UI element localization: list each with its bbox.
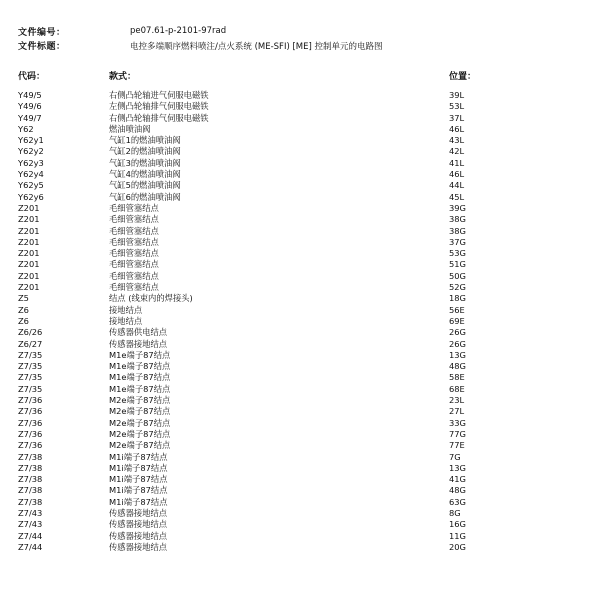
row-description: 气缸5的燃油喷油阀 — [109, 180, 181, 191]
row-description: M1i端子87结点 — [109, 462, 168, 473]
row-position: 77G — [449, 428, 466, 439]
row-position: 38G — [449, 225, 466, 236]
row-code: Z7/43 — [18, 507, 43, 518]
row-position: 48G — [449, 361, 466, 372]
row-code: Z201 — [18, 248, 40, 259]
row-code: Z7/43 — [18, 519, 43, 530]
row-code: Y62y6 — [18, 191, 44, 202]
row-code: Z6/26 — [18, 327, 43, 338]
row-position: 63G — [449, 496, 466, 507]
list-item — [0, 429, 602, 440]
list-item — [0, 305, 602, 316]
list-item — [0, 440, 602, 451]
row-description: M2e端子87结点 — [109, 395, 171, 406]
list-item — [0, 282, 602, 293]
row-position: 45L — [449, 191, 465, 202]
row-position: 13G — [449, 349, 466, 360]
row-position: 53G — [449, 248, 466, 259]
row-code: Z7/35 — [18, 383, 43, 394]
row-position: 52G — [449, 282, 466, 293]
list-item — [0, 124, 602, 135]
row-code: Y62 — [18, 123, 34, 134]
list-item — [0, 113, 602, 124]
row-description: M1e端子87结点 — [109, 349, 171, 360]
row-description: 毛细管塞结点 — [109, 225, 159, 236]
row-description: 气缸6的燃油喷油阀 — [109, 191, 181, 202]
row-description: 毛细管塞结点 — [109, 214, 159, 225]
row-code: Z6/27 — [18, 338, 43, 349]
row-position: 27L — [449, 406, 465, 417]
row-description: 气缸1的燃油喷油阀 — [109, 135, 181, 146]
row-code: Y49/6 — [18, 101, 42, 112]
row-description: 右侧凸轮轴排气伺服电磁铁 — [109, 112, 209, 123]
list-item — [0, 316, 602, 327]
row-position: 20G — [449, 541, 466, 552]
doc-title-label: 文件标题： — [18, 42, 66, 52]
column-header-style: 款式： — [109, 72, 137, 82]
row-code: Y49/5 — [18, 90, 42, 100]
row-description: M1e端子87结点 — [109, 383, 171, 394]
list-item — [0, 519, 602, 530]
row-code: Z201 — [18, 270, 40, 281]
list-item — [0, 293, 602, 304]
row-code: Y62y2 — [18, 146, 44, 157]
row-position: 46L — [449, 169, 465, 180]
list-item — [0, 135, 602, 146]
list-item — [0, 180, 602, 191]
row-description: M2e端子87结点 — [109, 440, 171, 451]
row-description: 毛细管塞结点 — [109, 248, 159, 259]
list-item — [0, 169, 602, 180]
row-description: M1i端子87结点 — [109, 496, 168, 507]
row-code: Z7/36 — [18, 406, 43, 417]
row-description: 传感器接地结点 — [109, 530, 168, 541]
row-position: 46L — [449, 123, 465, 134]
row-description: 传感器供电结点 — [109, 327, 168, 338]
list-item — [0, 339, 602, 350]
row-position: 38G — [449, 214, 466, 225]
list-item — [0, 146, 602, 157]
row-code: Z7/35 — [18, 372, 43, 383]
list-item — [0, 203, 602, 214]
list-item — [0, 485, 602, 496]
list-item — [0, 237, 602, 248]
list-item — [0, 452, 602, 463]
row-description: 气缸2的燃油喷油阀 — [109, 146, 181, 157]
row-position: 26G — [449, 327, 466, 338]
list-item — [0, 372, 602, 383]
row-description: 结点 (线束内的焊接头) — [109, 293, 193, 304]
list-item — [0, 406, 602, 417]
row-code: Z7/36 — [18, 417, 43, 428]
row-code: Z7/38 — [18, 462, 43, 473]
row-code: Z7/35 — [18, 349, 43, 360]
row-code: Z201 — [18, 282, 40, 293]
row-description: 传感器接地结点 — [109, 541, 168, 552]
row-description: 接地结点 — [109, 315, 143, 326]
row-description: 毛细管塞结点 — [109, 282, 159, 293]
row-description: 燃油喷油阀 — [109, 123, 151, 134]
row-description: M1i端子87结点 — [109, 485, 168, 496]
row-description: 毛细管塞结点 — [109, 259, 159, 270]
row-code: Y49/7 — [18, 112, 42, 123]
doc-number-label: 文件编号： — [18, 28, 66, 38]
row-position: 37L — [449, 112, 465, 123]
list-item — [0, 192, 602, 203]
row-position: 50G — [449, 270, 466, 281]
row-position: 37G — [449, 236, 466, 247]
row-description: M1i端子87结点 — [109, 474, 168, 485]
row-code: Z7/36 — [18, 440, 43, 451]
row-description: 传感器接地结点 — [109, 338, 168, 349]
row-description: M2e端子87结点 — [109, 428, 171, 439]
list-item — [0, 214, 602, 225]
row-description: M2e端子87结点 — [109, 417, 171, 428]
row-code: Y62y5 — [18, 180, 44, 191]
list-item — [0, 542, 602, 553]
row-description: 气缸3的燃油喷油阀 — [109, 157, 181, 168]
row-position: 8G — [449, 507, 461, 518]
list-item — [0, 350, 602, 361]
doc-title-value: 电控多端顺序燃料喷注/点火系统 (ME-SFI) [ME] 控制单元的电路图 — [130, 42, 383, 52]
row-position: 39G — [449, 202, 466, 213]
row-description: 传感器接地结点 — [109, 519, 168, 530]
row-code: Z201 — [18, 236, 40, 247]
row-code: Z7/36 — [18, 428, 43, 439]
list-item — [0, 384, 602, 395]
row-code: Y62y3 — [18, 157, 44, 168]
row-description: 气缸4的燃油喷油阀 — [109, 169, 181, 180]
row-code: Y62y1 — [18, 135, 44, 146]
row-description: M2e端子87结点 — [109, 406, 171, 417]
row-position: 13G — [449, 462, 466, 473]
list-item — [0, 361, 602, 372]
row-position: 48G — [449, 485, 466, 496]
row-position: 77E — [449, 440, 465, 451]
row-code: Z7/44 — [18, 541, 43, 552]
row-position: 58E — [449, 372, 465, 383]
row-position: 43L — [449, 135, 465, 146]
list-item — [0, 497, 602, 508]
row-description: M1e端子87结点 — [109, 361, 171, 372]
column-header-code: 代码： — [18, 72, 46, 82]
list-item — [0, 474, 602, 485]
row-position: 41L — [449, 157, 465, 168]
list-item — [0, 271, 602, 282]
list-item — [0, 226, 602, 237]
row-description: 传感器接地结点 — [109, 507, 168, 518]
row-code: Z6 — [18, 304, 29, 315]
list-item — [0, 531, 602, 542]
row-code: Z5 — [18, 293, 29, 304]
row-description: 毛细管塞结点 — [109, 236, 159, 247]
row-code: Z7/35 — [18, 361, 43, 372]
row-description: 毛细管塞结点 — [109, 202, 159, 213]
row-position: 23L — [449, 395, 465, 406]
row-position: 26G — [449, 338, 466, 349]
row-description: 毛细管塞结点 — [109, 270, 159, 281]
row-position: 16G — [449, 519, 466, 530]
list-item — [0, 463, 602, 474]
row-code: Z6 — [18, 315, 29, 326]
row-description: 接地结点 — [109, 304, 143, 315]
row-description: M1e端子87结点 — [109, 372, 171, 383]
row-code: Z7/44 — [18, 530, 43, 541]
doc-number-value: pe07.61-p-2101-97rad — [130, 26, 227, 36]
row-code: Z201 — [18, 202, 40, 213]
row-code: Z201 — [18, 259, 40, 270]
row-description: M1i端子87结点 — [109, 451, 168, 462]
row-position: 56E — [449, 304, 465, 315]
row-code: Z201 — [18, 225, 40, 236]
row-code: Z7/38 — [18, 485, 43, 496]
list-item — [0, 101, 602, 112]
list-item — [0, 90, 602, 101]
row-position: 42L — [449, 146, 465, 157]
row-position: 18G — [449, 293, 466, 304]
list-item — [0, 418, 602, 429]
row-position: 39L — [449, 90, 465, 100]
row-position: 68E — [449, 383, 465, 394]
component-list — [0, 90, 602, 553]
row-position: 53L — [449, 101, 465, 112]
row-description: 左侧凸轮轴排气伺服电磁铁 — [109, 101, 209, 112]
row-code: Z201 — [18, 214, 40, 225]
row-code: Z7/36 — [18, 395, 43, 406]
list-item — [0, 158, 602, 169]
row-code: Z7/38 — [18, 474, 43, 485]
row-code: Z7/38 — [18, 496, 43, 507]
row-code: Y62y4 — [18, 169, 44, 180]
list-item — [0, 248, 602, 259]
row-position: 44L — [449, 180, 465, 191]
row-description: 右侧凸轮轴进气伺服电磁铁 — [109, 90, 209, 100]
row-position: 41G — [449, 474, 466, 485]
list-item — [0, 508, 602, 519]
row-position: 51G — [449, 259, 466, 270]
row-position: 33G — [449, 417, 466, 428]
row-position: 7G — [449, 451, 461, 462]
list-item — [0, 395, 602, 406]
row-code: Z7/38 — [18, 451, 43, 462]
row-position: 11G — [449, 530, 466, 541]
list-item — [0, 259, 602, 270]
list-item — [0, 327, 602, 338]
row-position: 69E — [449, 315, 465, 326]
column-header-position: 位置： — [449, 72, 477, 82]
